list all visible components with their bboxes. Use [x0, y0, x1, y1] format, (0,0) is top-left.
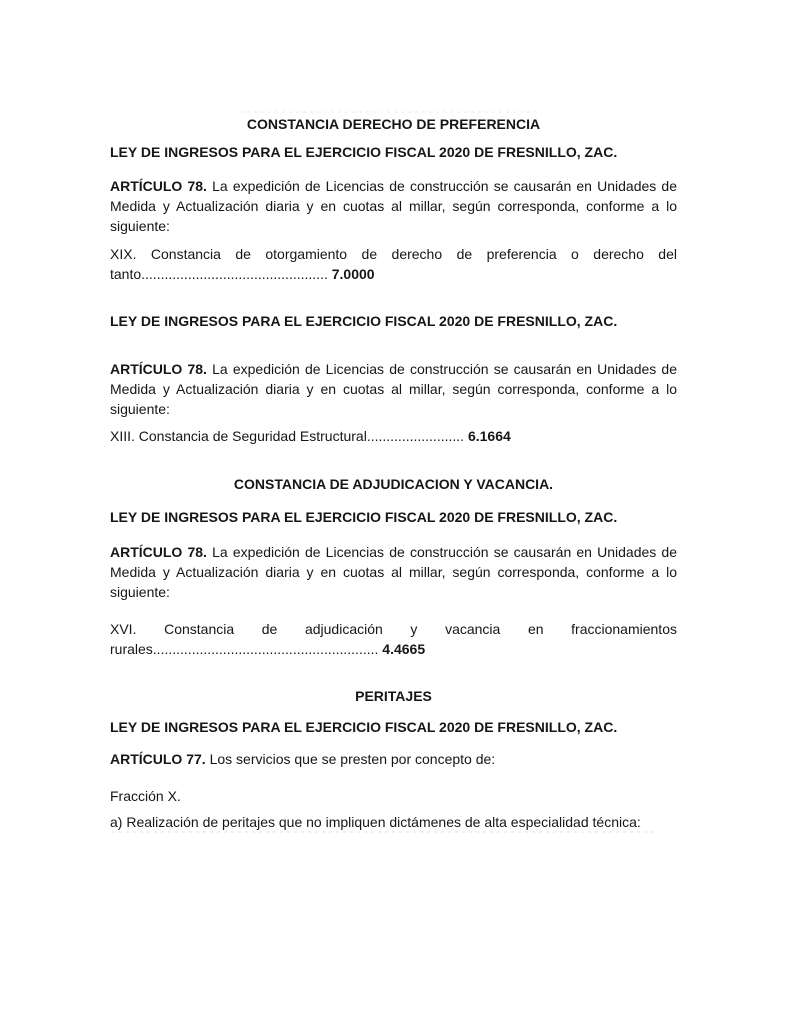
articulo-78-paragraph-3 — [110, 542, 677, 602]
section-title-peritajes: PERITAJES — [355, 688, 432, 704]
articulo-78-body-1: La expedición de Licencias de construcción se causarán en Unidades de Medida y Actualización diaria y en cuotas al millar, según corresponda, conforme a lo siguiente: — [110, 178, 678, 234]
fee-item-xix — [110, 244, 677, 284]
fee-item-xix-value: 7.0000 — [331, 266, 375, 282]
inciso-a-line: a) Realización de peritajes que no impliquen dictámenes de alta especialidad técnica: — [110, 814, 641, 830]
articulo-77-paragraph — [110, 749, 677, 769]
ley-ingresos-heading-2: LEY DE INGRESOS PARA EL EJERCICIO FISCAL 2020 DE FRESNILLO, ZAC. — [110, 313, 618, 329]
ley-ingresos-heading-4: LEY DE INGRESOS PARA EL EJERCICIO FISCAL 2020 DE FRESNILLO, ZAC. — [110, 719, 618, 735]
fraccion-x-line: Fracción X. — [110, 788, 181, 804]
fee-item-xiii-text: XIII. Constancia de Seguridad Estructural — [110, 428, 367, 444]
articulo-78-label-2: ARTÍCULO 78. — [110, 361, 207, 377]
articulo-78-body-2: La expedición de Licencias de construcción se causarán en Unidades de Medida y Actualización diaria y en cuotas al millar, según corresponda, conforme a lo siguiente: — [110, 361, 678, 417]
fee-item-xvi-dot-leader: .......................................................... — [152, 641, 379, 657]
fee-item-xix-dot-leader: ................................................ — [141, 266, 328, 282]
articulo-78-paragraph-1 — [110, 176, 677, 236]
articulo-78-paragraph-2 — [110, 359, 677, 419]
articulo-78-label-3: ARTÍCULO 78. — [110, 544, 207, 560]
articulo-77-body: Los servicios que se presten por concepto de: — [209, 751, 496, 767]
fee-item-xix-text: XIX. Constancia de otorgamiento de derecho de preferencia o derecho del tanto — [110, 246, 677, 282]
ley-ingresos-heading-3: LEY DE INGRESOS PARA EL EJERCICIO FISCAL 2020 DE FRESNILLO, ZAC. — [110, 509, 618, 525]
fee-item-xiii-value: 6.1664 — [467, 428, 511, 444]
fee-item-xvi-text: XVI. Constancia de adjudicación y vacancia en fraccionamientos rurales — [110, 621, 677, 657]
articulo-78-body-3: La expedición de Licencias de construcción se causarán en Unidades de Medida y Actualización diaria y en cuotas al millar, según corresponda, conforme a lo siguiente: — [110, 544, 678, 600]
fee-item-xiii-dot-leader: ......................... — [366, 428, 465, 444]
articulo-77-label: ARTÍCULO 77. — [110, 751, 206, 767]
ley-ingresos-heading-1: LEY DE INGRESOS PARA EL EJERCICIO FISCAL 2020 DE FRESNILLO, ZAC. — [110, 144, 618, 160]
fee-item-xiii — [110, 426, 677, 446]
scan-artifact-bottom — [112, 831, 657, 833]
articulo-78-label-1: ARTÍCULO 78. — [110, 178, 207, 194]
fee-item-xvi-value: 4.4665 — [382, 641, 426, 657]
scan-artifact-top — [240, 111, 540, 113]
section-title-constancia-adjudicacion-vacancia: CONSTANCIA DE ADJUDICACION Y VACANCIA. — [233, 476, 554, 492]
section-title-constancia-derecho-preferencia: CONSTANCIA DERECHO DE PREFERENCIA — [246, 116, 541, 132]
fee-item-xvi — [110, 619, 677, 659]
